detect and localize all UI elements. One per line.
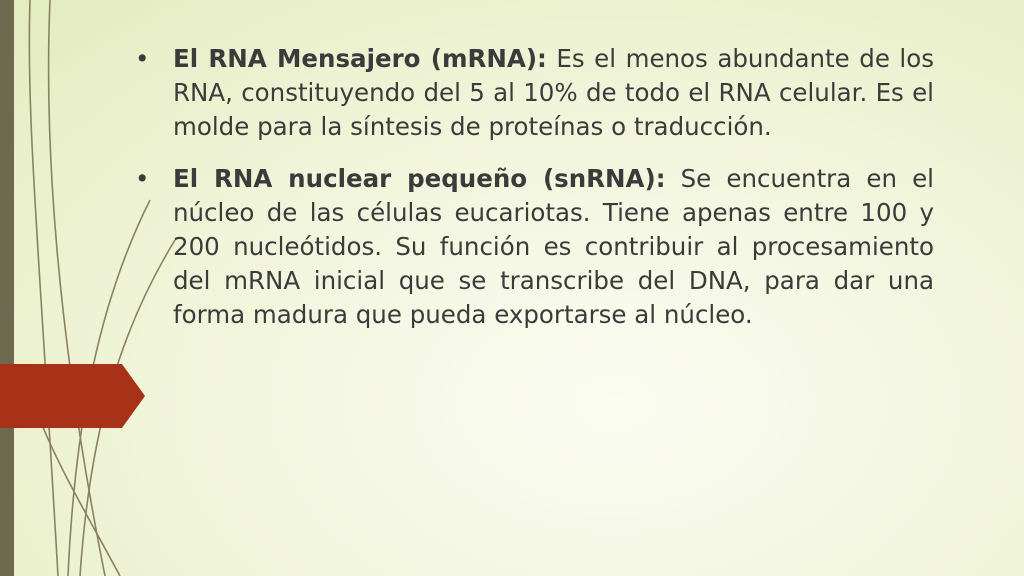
- bullet-marker: •: [135, 44, 150, 73]
- decorative-curve: [29, 0, 58, 576]
- accent-arrow-tab: [0, 364, 145, 428]
- bullet-text: Se encuentra en el núcleo de las células eucariotas. Tiene apenas entre 100 y 200 nucleótidos. Su función es contribuir al procesamiento del mRNA inicial que se transcribe del DNA, para dar una forma madura que pueda exportarse al núcleo.: [173, 164, 934, 329]
- decorative-curve: [49, 0, 105, 576]
- bullet-item-mrna: [132, 42, 934, 144]
- bullet-term: El RNA Mensajero (mRNA):: [173, 44, 547, 73]
- bullet-term: El RNA nuclear pequeño (snRNA):: [173, 164, 666, 193]
- bullet-text: Es el menos abundante de los RNA, constituyendo del 5 al 10% de todo el RNA celular. Es el molde para la síntesis de proteínas o traducción.: [173, 44, 934, 141]
- bullet-marker: •: [135, 164, 150, 193]
- bullet-item-snrna: [132, 162, 934, 332]
- bullet-list: [132, 42, 934, 350]
